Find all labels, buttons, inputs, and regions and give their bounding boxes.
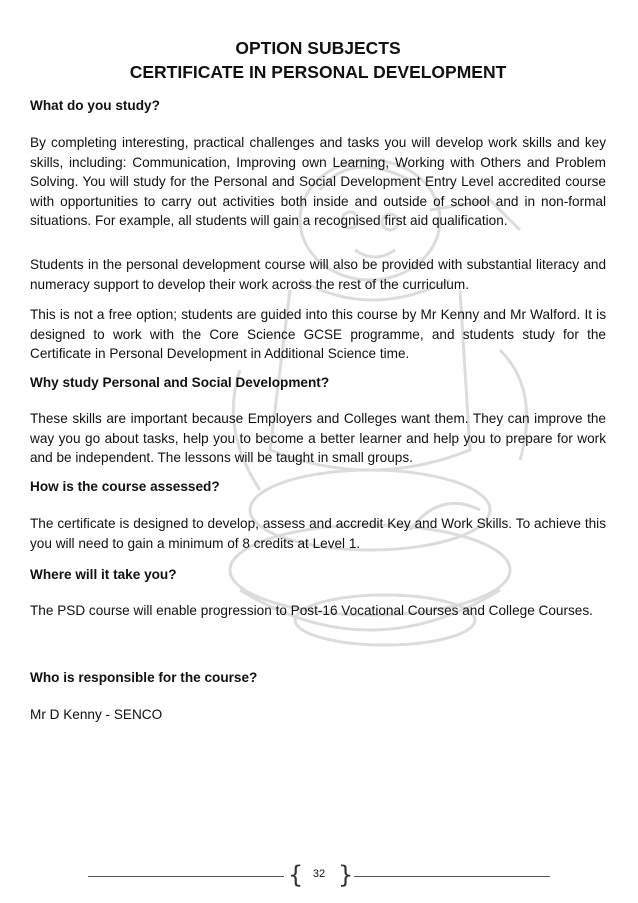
heading-assessed: How is the course assessed? xyxy=(30,479,220,494)
paragraph-what-study-3: This is not a free option; students are guided into this course by Mr Kenny and Mr Walford. It is designed to work with the Core Science GCSE programme, and students study for the Certificate in Personal Development in Additional Science time. xyxy=(30,307,606,362)
heading-responsible: Who is responsible for the course? xyxy=(30,670,258,685)
heading-where: Where will it take you? xyxy=(30,567,177,582)
heading-why-study: Why study Personal and Social Development? xyxy=(30,375,330,390)
title-line-2: CERTIFICATE IN PERSONAL DEVELOPMENT xyxy=(129,62,507,82)
title-line-1: OPTION SUBJECTS xyxy=(235,38,401,58)
paragraph-what-study-1: By completing interesting, practical challenges and tasks you will develop work skills and key skills, including: Communication, Improving own Learning, Working with Others and Problem Solving. You will study for the Personal and Social Development Entry Level accredited course with opportunities to carry out activities both inside and outside of school and in non-formal situations. For example, all students will gain a recognised first aid qualification. xyxy=(30,135,606,229)
paragraph-why-study: These skills are important because Employers and Colleges want them. They can improve the way you go about tasks, help you to become a better learner and help you to prepare for work and be independent. The lessons will be taught in small groups. xyxy=(30,411,606,466)
heading-what-study: What do you study? xyxy=(30,98,160,113)
paragraph-assessed: The certificate is designed to develop, assess and accredit Key and Work Skills. To achieve this you will need to gain a minimum of 8 credits at Level 1. xyxy=(30,516,606,551)
footer-rule-right xyxy=(354,876,550,877)
paragraph-responsible: Mr D Kenny - SENCO xyxy=(30,707,163,722)
footer-bracket-right: } xyxy=(338,861,354,889)
footer-rule-left xyxy=(88,876,284,877)
page-number: 32 xyxy=(312,868,326,880)
paragraph-what-study-2: Students in the personal development course will also be provided with substantial literacy and numeracy support to develop their work across the rest of the curriculum. xyxy=(30,257,606,292)
footer-bracket-left: { xyxy=(288,861,304,889)
paragraph-where: The PSD course will enable progression to Post-16 Vocational Courses and College Courses. xyxy=(30,603,593,618)
